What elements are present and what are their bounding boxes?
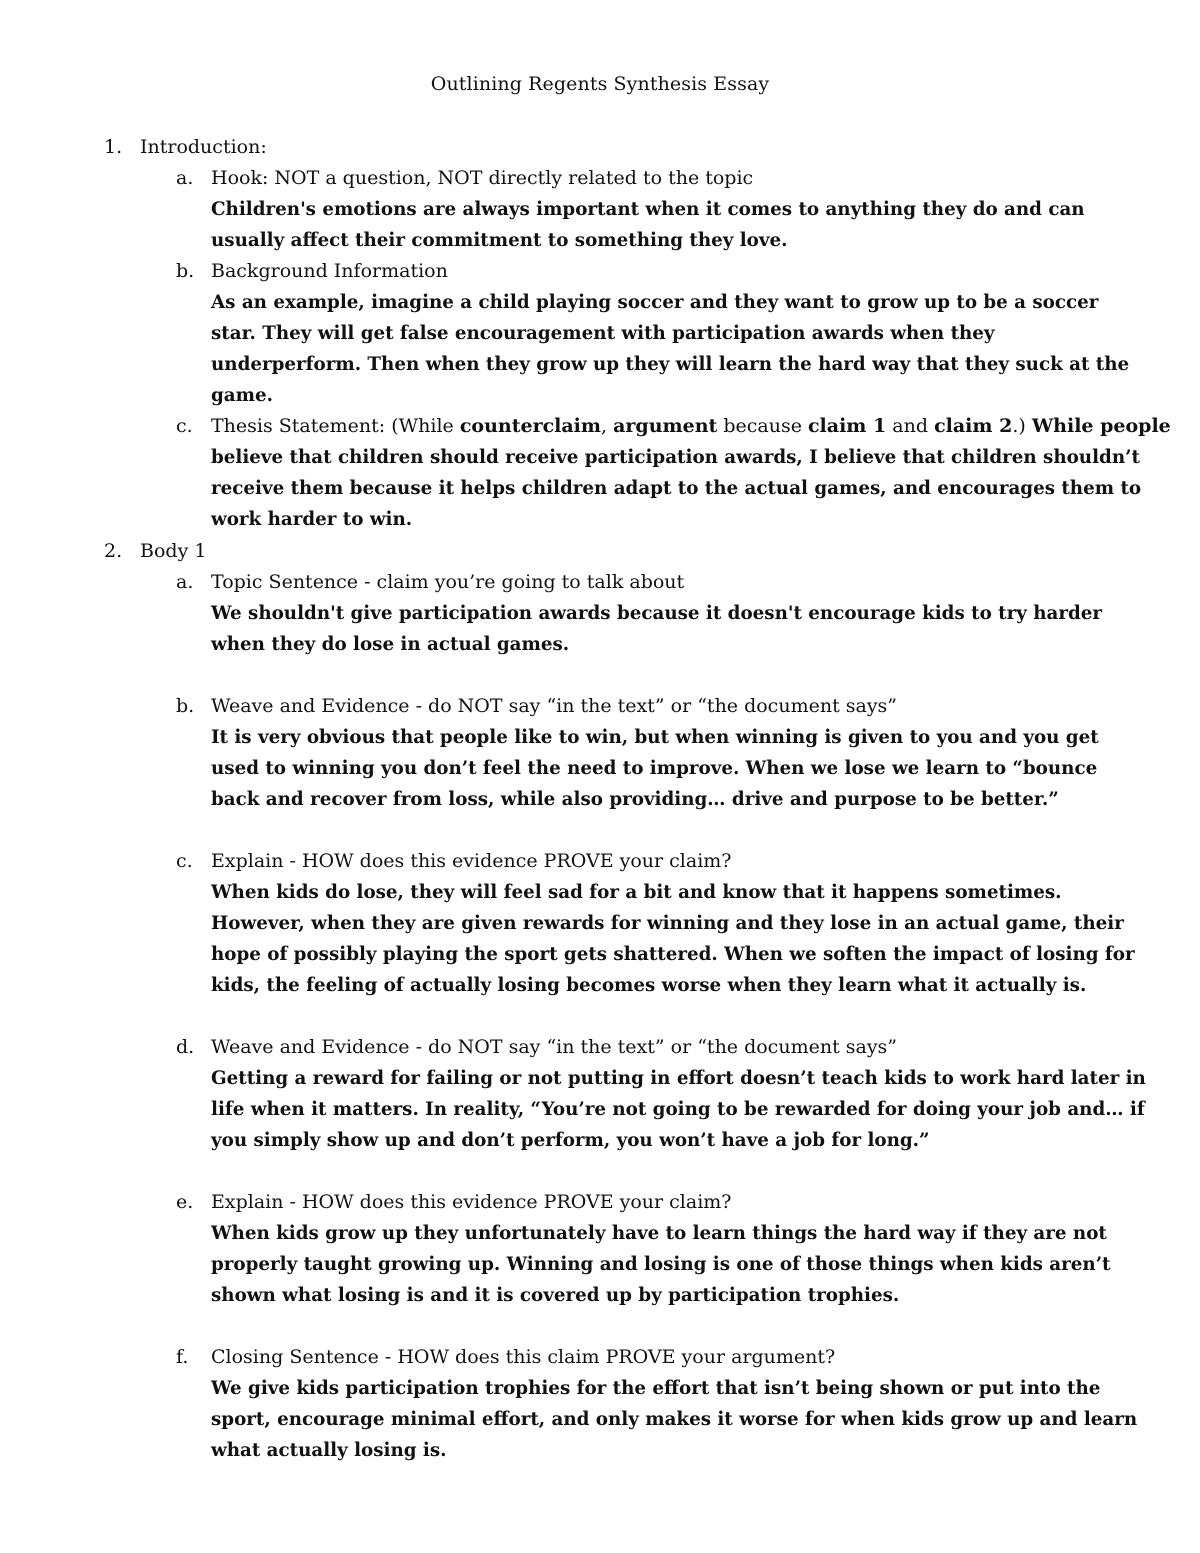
- section-introduction: [104, 132, 1171, 535]
- item-marker: a.: [176, 167, 194, 189]
- item-answer: It is very obvious that people like to win, but when winning is given to you and you get used to winning you don’t feel the need to improve. When we lose we learn to “bounce back and recover from loss, while also providing… drive and purpose to be better.”: [211, 727, 1099, 810]
- item-prompt: [211, 411, 1171, 442]
- item-prompt: Topic Sentence - claim you’re going to talk about: [211, 571, 685, 593]
- outline-item-closing-sentence: [176, 1342, 1144, 1466]
- item-prompt: Explain - HOW does this evidence PROVE your claim?: [211, 850, 732, 872]
- item-prompt: Explain - HOW does this evidence PROVE your claim?: [211, 1191, 732, 1213]
- section-body-1: [104, 536, 1144, 1466]
- item-answer: As an example, imagine a child playing soccer and they want to grow up to be a soccer star. They will get false encouragement with participation awards when they underperform. Then when they grow up they will learn the hard way that they suck at the game.: [211, 292, 1130, 406]
- prompt-counterclaim: counterclaim: [459, 415, 601, 437]
- section-heading: [104, 132, 1144, 163]
- prompt-text: Thesis Statement: (While: [211, 415, 460, 437]
- item-answer: We shouldn't give participation awards because it doesn't encourage kids to try harder when they do lose in actual games.: [211, 603, 1103, 655]
- item-marker: a.: [176, 571, 194, 593]
- item-answer: We give kids participation trophies for the effort that isn’t being shown or put into the sport, encourage minimal effort, and only makes it worse for when kids grow up and learn what actually losing is.: [211, 1378, 1138, 1461]
- item-marker: c.: [176, 850, 193, 872]
- item-answer: When kids grow up they unfortunately have to learn things the hard way if they are not properly taught growing up. Winning and losing is one of those things when kids aren’t shown what losing is and it is covered up by participation trophies.: [211, 1223, 1111, 1306]
- item-marker: b.: [176, 695, 195, 717]
- outline-item-thesis: [176, 411, 1171, 535]
- item-answer: Children's emotions are always important when it comes to anything they do and can usually affect their commitment to something they love.: [211, 199, 1085, 251]
- section-heading: [104, 536, 1144, 567]
- outline-item-evidence-1: [176, 691, 1144, 815]
- item-marker: d.: [176, 1036, 195, 1058]
- outline-item-explain-2: [176, 1187, 1144, 1311]
- outline-item-explain-1: [176, 846, 1144, 1001]
- section-heading-text: Introduction:: [140, 136, 267, 158]
- item-prompt: Weave and Evidence - do NOT say “in the text” or “the document says”: [211, 1036, 898, 1058]
- outline-item-background: [176, 256, 1144, 411]
- section-number: 1.: [104, 136, 123, 158]
- answer-start: While people: [1031, 415, 1171, 437]
- item-prompt: Hook: NOT a question, NOT directly related to the topic: [211, 167, 754, 189]
- item-answer: believe that children should receive participation awards, I believe that children shouldn’t receive them because it helps children adapt to the actual games, and encourages them to work harder to win.: [211, 447, 1142, 530]
- prompt-claim-1: claim 1: [807, 415, 887, 437]
- prompt-text: ,: [601, 415, 614, 437]
- item-prompt: Background Information: [211, 260, 448, 282]
- outline-item-hook: [176, 163, 1144, 256]
- item-marker: f.: [176, 1346, 189, 1368]
- prompt-text: and: [886, 415, 935, 437]
- item-marker: e.: [176, 1191, 194, 1213]
- item-answer: Getting a reward for failing or not putting in effort doesn’t teach kids to work hard later in life when it matters. In reality, “You’re not going to be rewarded for doing your job and… if you simply show up and don’t perform, you won’t have a job for long.”: [211, 1068, 1146, 1151]
- section-heading-text: Body 1: [140, 540, 207, 562]
- outline-item-evidence-2: [176, 1032, 1144, 1156]
- prompt-argument: argument: [613, 415, 718, 437]
- prompt-claim-2: claim 2: [934, 415, 1013, 437]
- section-number: 2.: [104, 540, 123, 562]
- outline-item-topic-sentence: [176, 567, 1144, 660]
- prompt-text: .): [1012, 415, 1032, 437]
- item-answer: When kids do lose, they will feel sad for a bit and know that it happens sometimes. However, when they are given rewards for winning and they lose in an actual game, their hope of possibly playing the sport gets shattered. When we soften the impact of losing for kids, the feeling of actually losing becomes worse when they learn what it actually is.: [211, 882, 1135, 996]
- item-marker: b.: [176, 260, 195, 282]
- prompt-text: because: [717, 415, 808, 437]
- document-title: Outlining Regents Synthesis Essay: [430, 73, 770, 95]
- item-marker: c.: [176, 415, 193, 437]
- item-prompt: Closing Sentence - HOW does this claim PROVE your argument?: [211, 1346, 836, 1368]
- item-prompt: Weave and Evidence - do NOT say “in the text” or “the document says”: [211, 695, 898, 717]
